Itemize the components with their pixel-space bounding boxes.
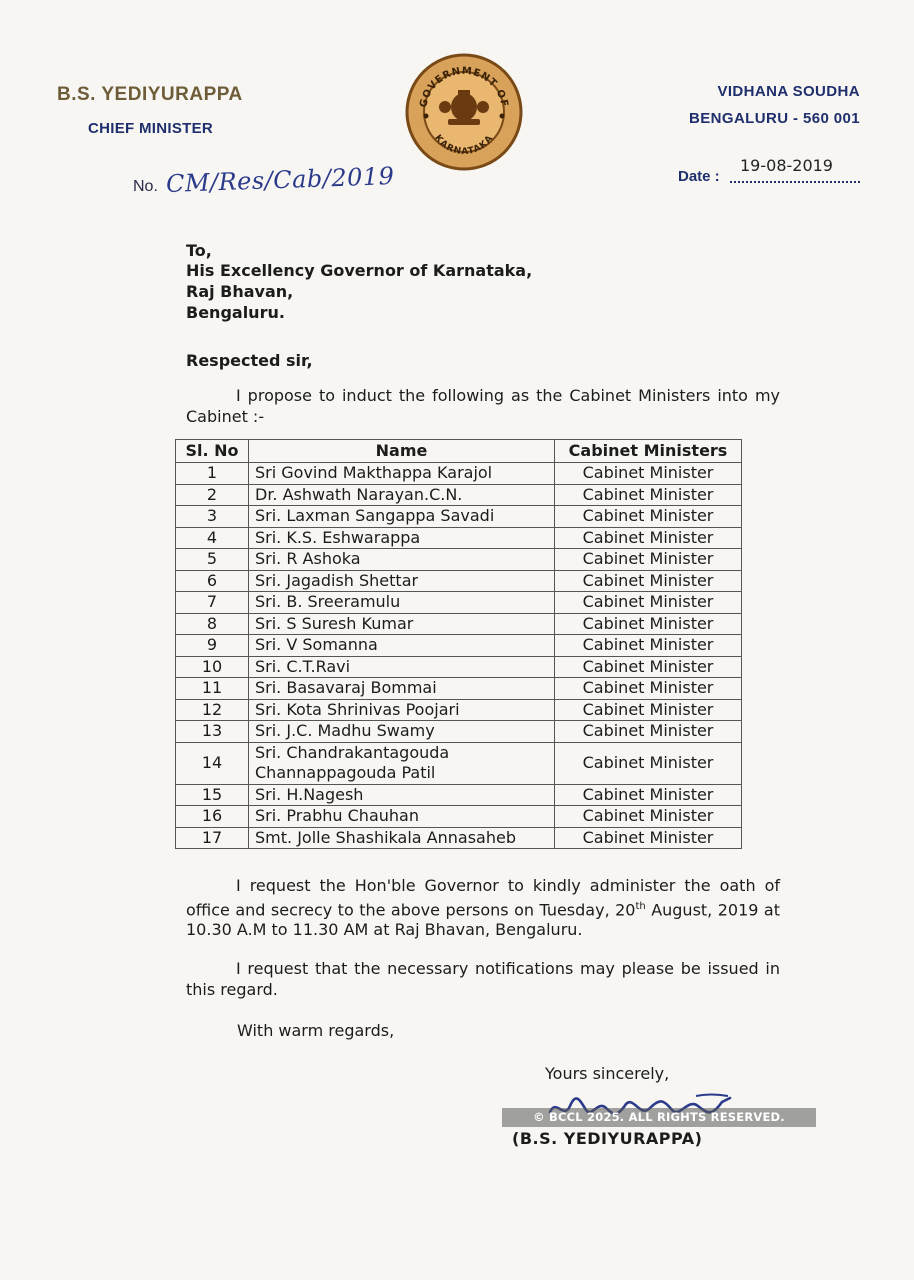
row-sl-no: 7: [176, 592, 249, 614]
table-row: [176, 484, 742, 506]
row-role: Cabinet Minister: [555, 806, 742, 828]
letterhead-address-line1: VIDHANA SOUDHA: [717, 83, 860, 100]
table-row: [176, 656, 742, 678]
table-row: [176, 592, 742, 614]
row-sl-no: 12: [176, 699, 249, 721]
table-row: [176, 699, 742, 721]
table-row: [176, 527, 742, 549]
reference-number-handwritten: CM/Res/Cab/2019: [165, 162, 395, 198]
row-name: Sri. H.Nagesh: [249, 784, 555, 806]
date-label: Date :: [678, 168, 720, 185]
row-sl-no: 6: [176, 570, 249, 592]
signer-name: (B.S. YEDIYURAPPA): [512, 1129, 703, 1148]
warm-regards: With warm regards,: [237, 1021, 395, 1040]
letterhead-title: CHIEF MINISTER: [88, 120, 214, 137]
row-sl-no: 15: [176, 784, 249, 806]
seal-text-top: GOVERNMENT OF: [418, 65, 510, 109]
header-sl-no: Sl. No: [176, 440, 249, 463]
row-name: Sri. Chandrakantagouda Channappagouda Patil: [249, 742, 555, 784]
table-row: [176, 742, 742, 784]
row-name: Sri. Laxman Sangappa Savadi: [249, 506, 555, 528]
addressee-line2: Raj Bhavan,: [186, 282, 294, 301]
addressee-line3: Bengaluru.: [186, 303, 285, 322]
header-cabinet-ministers: Cabinet Ministers: [555, 440, 742, 463]
request-paragraph-2: [186, 959, 780, 1000]
row-role: Cabinet Minister: [555, 592, 742, 614]
table-row: [176, 549, 742, 571]
table-row: [176, 721, 742, 743]
seal-text-bottom: KARNATAKA: [432, 133, 496, 158]
table-row: [176, 613, 742, 635]
row-sl-no: 9: [176, 635, 249, 657]
request1-text: I request the Hon'ble Governor to kindly administer the oath of office and secrecy to the above persons on Tuesday, 20: [186, 876, 780, 919]
row-sl-no: 17: [176, 827, 249, 849]
table-row: [176, 806, 742, 828]
table-row: [176, 784, 742, 806]
letterhead-name: B.S. YEDIYURAPPA: [57, 84, 243, 105]
request2-text: I request that the necessary notifications may please be issued in this regard.: [186, 959, 780, 999]
row-name: Smt. Jolle Shashikala Annasaheb: [249, 827, 555, 849]
row-name: Sri. V Somanna: [249, 635, 555, 657]
row-sl-no: 14: [176, 742, 249, 784]
table-row: [176, 570, 742, 592]
row-sl-no: 1: [176, 463, 249, 485]
table-row: [176, 827, 742, 849]
row-sl-no: 16: [176, 806, 249, 828]
row-sl-no: 10: [176, 656, 249, 678]
row-role: Cabinet Minister: [555, 784, 742, 806]
row-name: Dr. Ashwath Narayan.C.N.: [249, 484, 555, 506]
row-role: Cabinet Minister: [555, 463, 742, 485]
letterhead-address-line2: BENGALURU - 560 001: [689, 110, 860, 127]
table-row: [176, 678, 742, 700]
request-paragraph-1: [186, 876, 780, 941]
row-name: Sri. Jagadish Shettar: [249, 570, 555, 592]
row-name: Sri. J.C. Madhu Swamy: [249, 721, 555, 743]
row-role: Cabinet Minister: [555, 699, 742, 721]
header-name: Name: [249, 440, 555, 463]
copyright-watermark: © BCCL 2025. ALL RIGHTS RESERVED.: [502, 1108, 816, 1127]
row-name: Sri. Kota Shrinivas Poojari: [249, 699, 555, 721]
salutation: Respected sir,: [186, 351, 313, 370]
intro-paragraph: [186, 386, 780, 427]
row-sl-no: 11: [176, 678, 249, 700]
ministers-table: [175, 439, 742, 849]
government-seal-icon: [404, 52, 524, 172]
intro-text: I propose to induct the following as the Cabinet Ministers into my Cabinet :-: [186, 386, 780, 426]
row-name: Sri Govind Makthappa Karajol: [249, 463, 555, 485]
row-sl-no: 13: [176, 721, 249, 743]
date-dotted-line: [730, 181, 860, 183]
row-role: Cabinet Minister: [555, 721, 742, 743]
table-row: [176, 463, 742, 485]
row-name: Sri. C.T.Ravi: [249, 656, 555, 678]
row-sl-no: 3: [176, 506, 249, 528]
row-name: Sri. R Ashoka: [249, 549, 555, 571]
row-role: Cabinet Minister: [555, 678, 742, 700]
row-sl-no: 4: [176, 527, 249, 549]
row-sl-no: 8: [176, 613, 249, 635]
reference-label: No.: [133, 178, 158, 195]
row-name: Sri. B. Sreeramulu: [249, 592, 555, 614]
row-role: Cabinet Minister: [555, 613, 742, 635]
yours-sincerely: Yours sincerely,: [545, 1064, 670, 1083]
row-sl-no: 5: [176, 549, 249, 571]
request1-text-end: August, 2019 at 10.30 A.M to 11.30 AM at Raj Bhavan, Bengaluru.: [186, 899, 780, 940]
row-role: Cabinet Minister: [555, 570, 742, 592]
row-role: Cabinet Minister: [555, 656, 742, 678]
table-row: [176, 635, 742, 657]
row-role: Cabinet Minister: [555, 827, 742, 849]
row-name: Sri. K.S. Eshwarappa: [249, 527, 555, 549]
addressee-to: To,: [186, 241, 212, 260]
row-name: Sri. Basavaraj Bommai: [249, 678, 555, 700]
row-role: Cabinet Minister: [555, 742, 742, 784]
row-sl-no: 2: [176, 484, 249, 506]
addressee-line1: His Excellency Governor of Karnataka,: [186, 261, 533, 280]
row-role: Cabinet Minister: [555, 506, 742, 528]
row-role: Cabinet Minister: [555, 484, 742, 506]
table-header-row: [176, 440, 742, 463]
date-value: 19-08-2019: [740, 156, 833, 175]
row-role: Cabinet Minister: [555, 549, 742, 571]
row-name: Sri. S Suresh Kumar: [249, 613, 555, 635]
row-role: Cabinet Minister: [555, 527, 742, 549]
row-name: Sri. Prabhu Chauhan: [249, 806, 555, 828]
row-role: Cabinet Minister: [555, 635, 742, 657]
request1-superscript: th: [635, 900, 646, 912]
table-row: [176, 506, 742, 528]
